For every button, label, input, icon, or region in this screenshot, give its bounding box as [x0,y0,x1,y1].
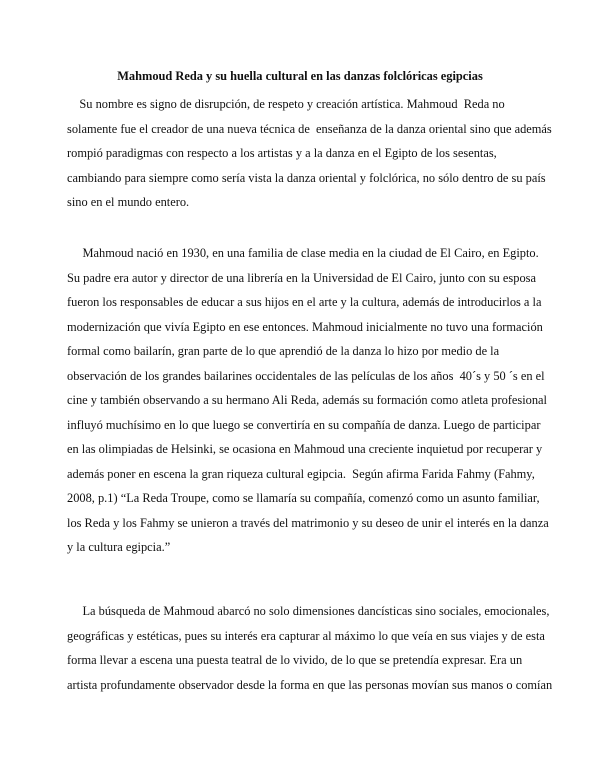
text-line: cambiando para siempre como sería vista la danza oriental y folclórica, no sólo dentro de su país [67,170,546,185]
text-line: forma llevar a escena una puesta teatral de lo vivido, de lo que se pretendía expresar. Era un [67,653,523,667]
text-line: rompió paradigmas con respecto a los artistas y a la danza en el Egipto de los sesentas, [67,146,497,160]
text-line: observación de los grandes bailarines occidentales de las películas de los años 40´s y 50 ´s en el [67,368,545,383]
text-line: formal como bailarín, gran parte de lo que aprendió de la danza lo hizo por medio de la [67,344,500,358]
document-title: Mahmoud Reda y su huella cultural en las danzas folclóricas egipcias [117,69,483,83]
text-line: sino en el mundo entero. [67,195,190,209]
text-line: los Reda y los Fahmy se unieron a través del matrimonio y su deseo de unir el interés en la danza [67,515,549,530]
text-line: Mahmoud nació en 1930, en una familia de clase media en la ciudad de El Cairo, en Egipto. [67,246,539,260]
text-line: fueron los responsables de educar a sus hijos en el arte y la cultura, además de introducirlos a la [67,295,542,309]
paragraph-1 [67,96,552,219]
text-line: influyó muchísimo en lo que luego se convertiría en su compañía de danza. Luego de participar [67,417,541,432]
text-line: modernización que vivía Egipto en ese entonces. Mahmoud inicialmente no tuvo una formación [67,319,543,334]
text-line: geográficas y estéticas, pues su interés era capturar al máximo lo que veía en sus viajes y de esta [67,628,545,643]
text-line: 2008, p.1) “La Reda Troupe, como se llamaría su compañía, comenzó como un asunto familiar, [67,491,540,505]
text-line: además poner en escena la gran riqueza cultural egipcia. Según afirma Farida Fahmy (Fahmy, [67,466,535,481]
text-line: La búsqueda de Mahmoud abarcó no solo dimensiones dancísticas sino sociales, emocionales, [67,604,550,618]
text-line: y la cultura egipcia.” [67,540,171,554]
text-line: en las olimpiadas de Helsinki, se ocasiona en Mahmoud una creciente inquietud por recuperar y [67,442,543,456]
text-line: cine y también observando a su hermano Ali Reda, además su formación como atleta profesional [67,393,547,407]
text-line: solamente fue el creador de una nueva técnica de enseñanza de la danza oriental sino que además [67,121,552,136]
text-line: Su nombre es signo de disrupción, de respeto y creación artística. Mahmoud Reda no [67,97,505,111]
paragraph-3 [67,603,553,701]
text-line: artista profundamente observador desde la forma en que las personas movían sus manos o comían [67,677,553,692]
text-line: Su padre era autor y director de una librería en la Universidad de El Cairo, junto con su esposa [67,270,536,285]
paragraph-2 [67,245,549,564]
